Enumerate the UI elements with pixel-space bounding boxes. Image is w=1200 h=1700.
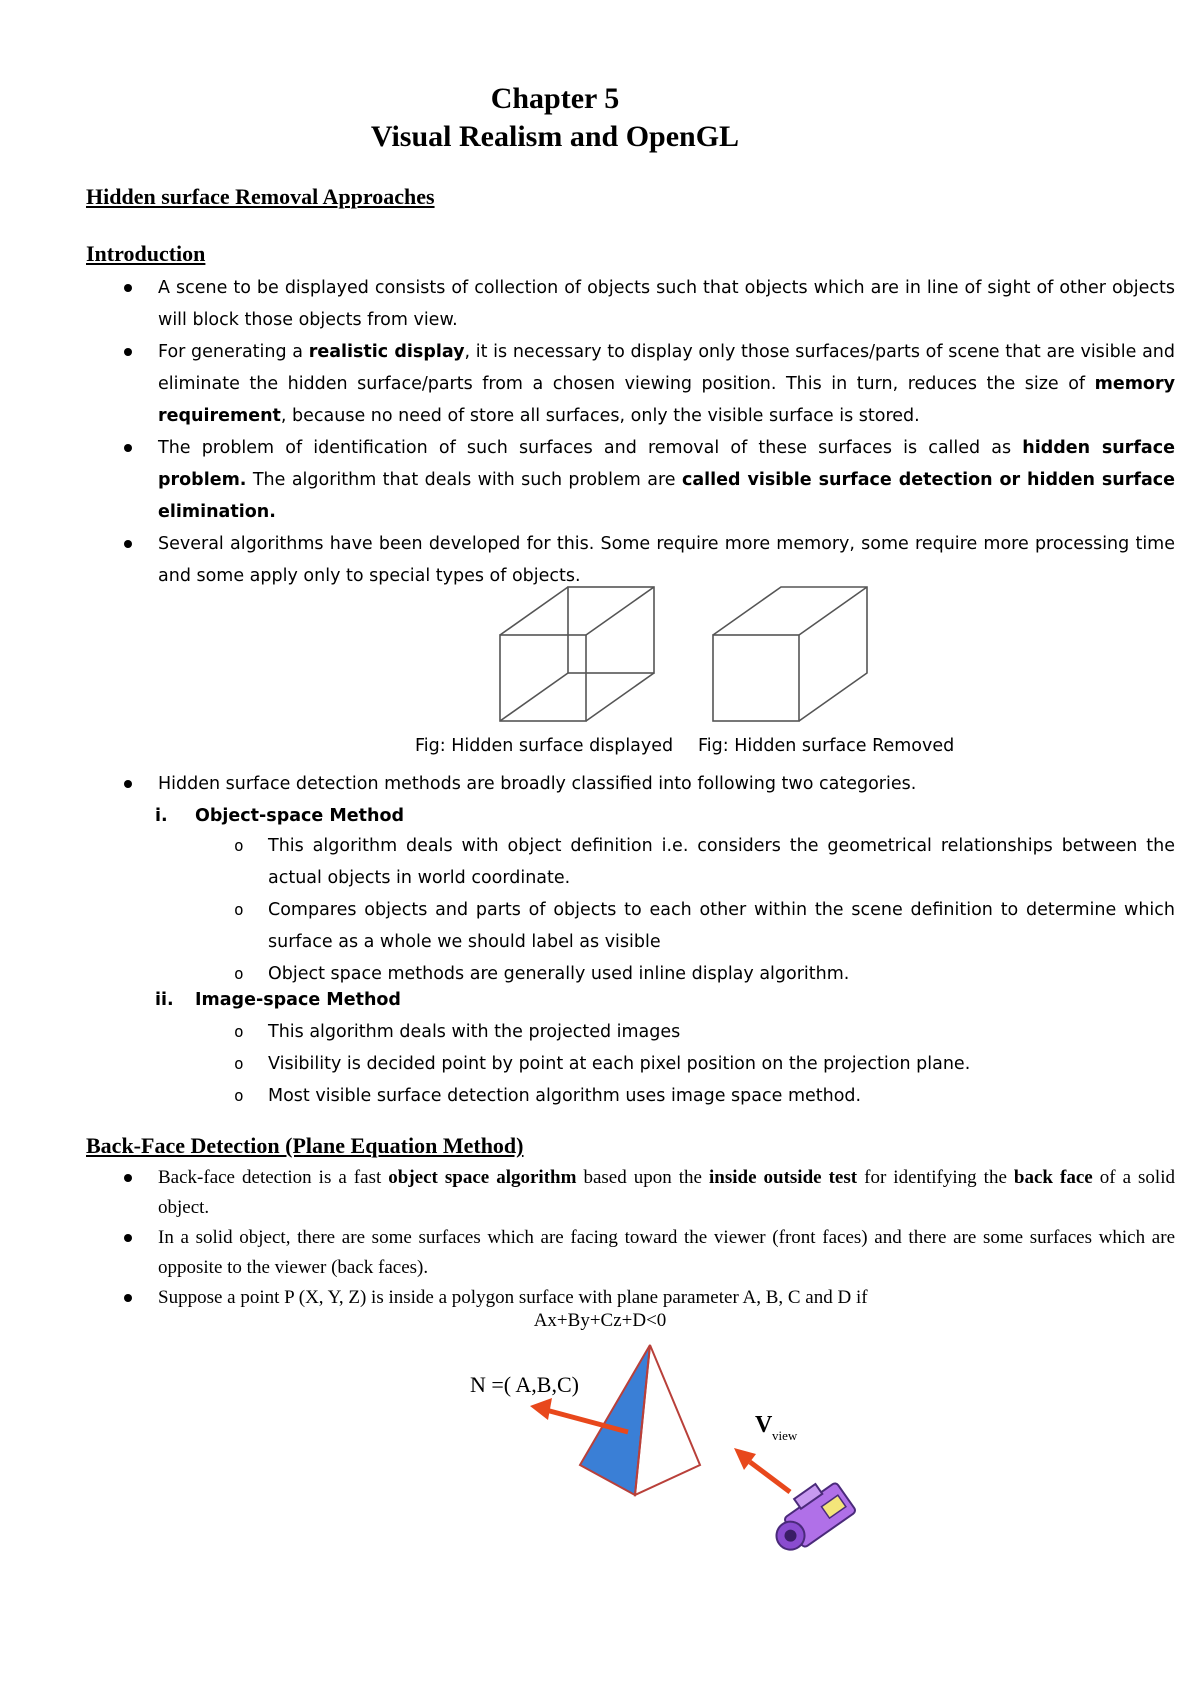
list-item (0, 768, 1175, 800)
intro-bullet-list (0, 272, 1175, 592)
bullet-icon (124, 284, 132, 292)
list-item-text: This algorithm deals with object definition i.e. considers the geometrical relationships between the actual objects in world coordinate. (268, 836, 1175, 888)
text-run: for identifying the (857, 1167, 1014, 1188)
methods-intro-list (0, 768, 1175, 800)
list-item-text: Object space methods are generally used inline display algorithm. (268, 964, 850, 984)
bold-term: back face (1013, 1167, 1093, 1188)
text-run: For generating a (158, 342, 309, 362)
bold-term: object space algorithm (388, 1167, 577, 1188)
text-run: Back-face detection is a fast (158, 1167, 389, 1188)
bullet-icon (124, 1234, 132, 1242)
text-run: based upon the (576, 1167, 709, 1188)
list-item-text: Compares objects and parts of objects to each other within the scene definition to determine which surface as a whole we should label as visible (268, 900, 1175, 952)
sub-bullet-icon: o (234, 1022, 244, 1041)
intro-bullet-text: Several algorithms have been developed for this. Some require more memory, some require more processing time and some apply only to special types of objects. (158, 534, 1175, 586)
view-arrow-icon (750, 1462, 790, 1492)
bullet-icon (124, 540, 132, 548)
list-item-text: Suppose a point P (X, Y, Z) is inside a polygon surface with plane parameter A, B, C and D if (158, 1287, 868, 1308)
view-vector-subscript: view (772, 1428, 798, 1443)
text-run: , because no need of store all surfaces, only the visible surface is stored. (280, 406, 920, 426)
chapter-number: Chapter 5 (490, 82, 620, 115)
bold-term: hidden surface problem. (158, 438, 1175, 490)
intro-bullet-text: A scene to be displayed consists of collection of objects such that objects which are in line of sight of other objects will block those objects from view. (158, 278, 1175, 330)
camera-icon (763, 1474, 857, 1559)
bold-term: called visible surface detection or hidden surface elimination. (158, 470, 1175, 522)
bold-term: realistic display (308, 342, 465, 362)
list-item (0, 1283, 1175, 1313)
bullet-icon (124, 348, 132, 356)
back-face-diagram (470, 1340, 890, 1560)
caption-hidden-displayed: Fig: Hidden surface displayed (415, 736, 674, 756)
bold-term: inside outside test (708, 1167, 858, 1188)
image-space-items (0, 1016, 1175, 1112)
list-item (0, 1080, 1175, 1112)
sub-bullet-icon: o (234, 900, 244, 919)
sub-bullet-icon: o (234, 836, 244, 855)
plane-equation: Ax+By+Cz+D<0 (533, 1310, 667, 1331)
list-item (0, 528, 1175, 592)
list-item (0, 1016, 1175, 1048)
method-title: Object-space Method (195, 806, 405, 826)
method-title: Image-space Method (195, 990, 401, 1010)
list-item-text: Visibility is decided point by point at each pixel position on the projection plane. (268, 1054, 971, 1074)
chapter-title: Visual Realism and OpenGL (370, 120, 740, 153)
list-item (0, 336, 1175, 432)
bullet-icon (124, 780, 132, 788)
title-block (0, 80, 1110, 156)
bullet-icon (124, 444, 132, 452)
list-item (0, 272, 1175, 336)
list-item (0, 1048, 1175, 1080)
sub-bullet-icon: o (234, 964, 244, 983)
normal-label: N =( A,B,C) (470, 1372, 579, 1397)
sub-bullet-icon: o (234, 1086, 244, 1105)
text-run: The algorithm that deals with such problem are (246, 470, 682, 490)
bullet-icon (124, 1294, 132, 1302)
sub-bullet-icon: o (234, 1054, 244, 1073)
list-item-text: In a solid object, there are some surfaces which are facing toward the viewer (front faces) and there are some surfaces which are opposite to the viewer (back faces). (158, 1227, 1175, 1278)
section-heading-back-face: Back-Face Detection (Plane Equation Method) (86, 1133, 524, 1158)
section-heading-introduction: Introduction (86, 241, 206, 266)
object-space-items (0, 830, 1175, 990)
cube-hidden-displayed-figure (498, 585, 658, 725)
bullet-icon (124, 1174, 132, 1182)
caption-hidden-removed: Fig: Hidden surface Removed (698, 736, 955, 756)
text-run: The problem of identification of such surfaces and removal of these surfaces is called as (158, 438, 1023, 458)
cube-hidden-removed-figure (711, 585, 871, 725)
list-item (0, 1163, 1175, 1223)
list-item (0, 958, 1175, 990)
list-item (0, 432, 1175, 528)
method-number: ii. (155, 990, 174, 1010)
section-heading-hidden-surface: Hidden surface Removal Approaches (86, 184, 435, 209)
methods-intro-text: Hidden surface detection methods are broadly classified into following two categories. (158, 774, 917, 794)
list-item (0, 830, 1175, 894)
view-vector-label: V (755, 1412, 773, 1438)
text-run: , it is necessary to display only those surfaces/parts of scene that are visible and eliminate the hidden surface/parts from a chosen viewing position. This in turn, reduces the size of (158, 342, 1176, 394)
back-face-bullet-list (0, 1163, 1175, 1313)
text-run: of a solid object. (158, 1167, 1175, 1218)
bold-term: memory requirement (158, 374, 1175, 426)
list-item (0, 894, 1175, 958)
list-item-text: This algorithm deals with the projected images (268, 1022, 681, 1042)
list-item (0, 1223, 1175, 1283)
method-number: i. (155, 806, 168, 826)
list-item-text: Most visible surface detection algorithm uses image space method. (268, 1086, 862, 1106)
